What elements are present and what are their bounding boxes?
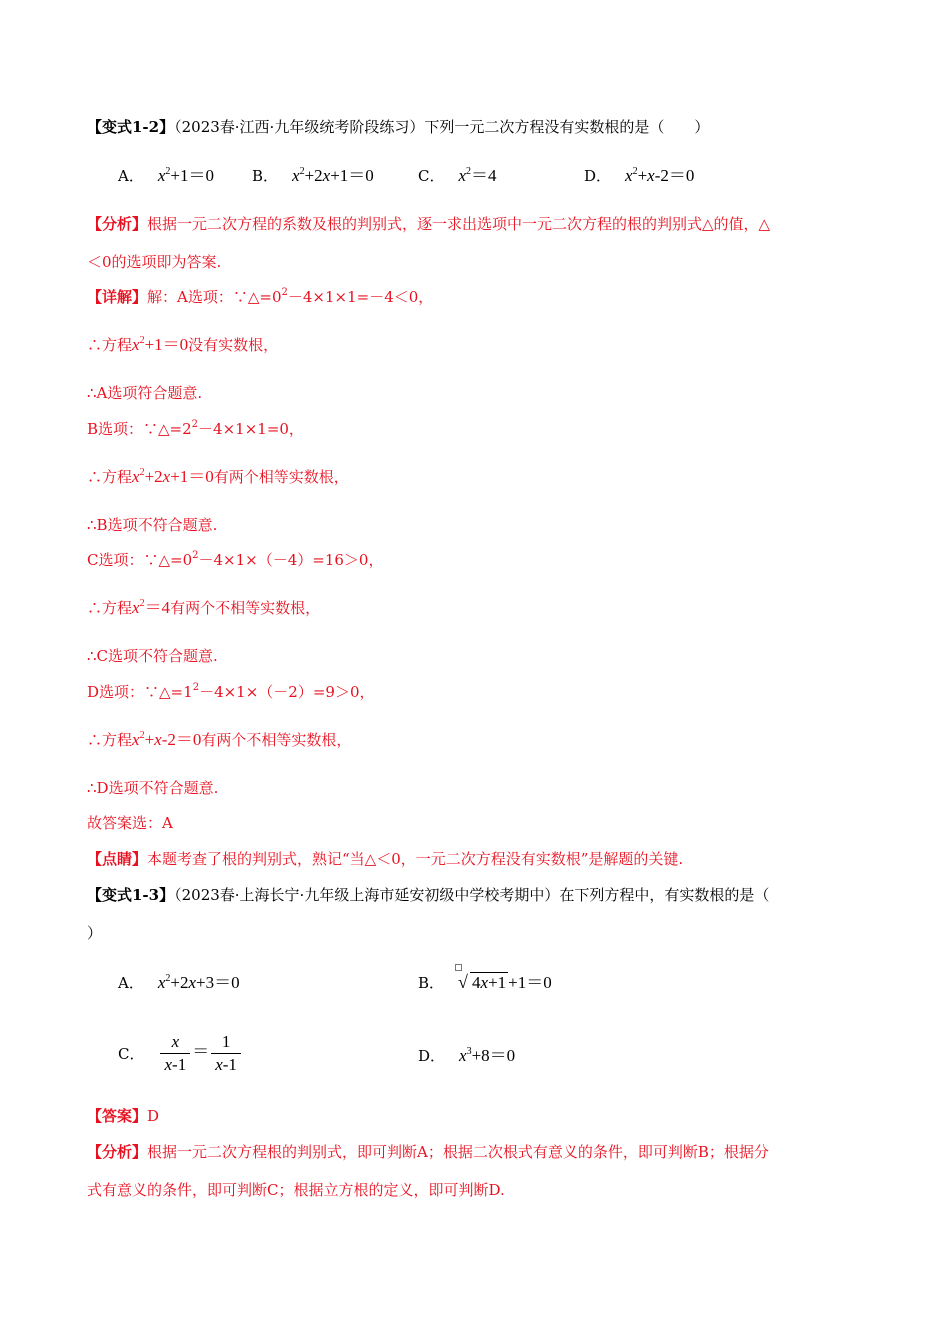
answer-line: 【答案】D [87,1107,160,1125]
analysis-line-1: 【分析】根据一元二次方程根的判别式，即可判断A；根据二次根式有意义的条件，即可判断B；根据分 [87,1143,769,1161]
detail-b-2: ∴方程$x^2+2x+1=0$有两个相等实数根， [87,467,349,486]
question-1-3-heading-cont: ） [87,924,103,942]
analysis-line-2: 式有意义的条件，即可判断C；根据立方根的定义，即可判断D. [87,1181,505,1199]
question-1-3-heading: 【变式1-3】（2023春·上海长宁·九年级上海市延安初级中学校考期中）在下列方程中，有实数根的是（ [87,886,770,904]
option-c: C． $\frac{x}{x-1}$ ＝ $\frac{1}{x-1}$ [118,1031,243,1076]
detail-c-3: ∴C选项不符合题意. [87,647,218,665]
option-b: B． $x^2+2x+1=0$ [252,166,374,185]
analysis-line-2: ＜0的选项即为答案. [87,253,222,271]
question-source: （2023春·江西·九年级统考阶段练习）下列一元二次方程没有实数根的是（ ） [174,118,710,136]
option-d: D． $x^3+8=0$ [418,1046,516,1065]
option-a: A． $x^2+1=0$ [118,166,214,185]
analysis-line-1: 【分析】根据一元二次方程的系数及根的判别式，逐一求出选项中一元二次方程的根的判别式△的值，△ [87,215,771,233]
option-d: D． $x^2+x-2=0$ [584,166,695,185]
detail-d-1: D选项：$\because\triangle=1^2-4\times 1\times(-2)=9>0$， [87,682,375,701]
detail-d-3: ∴D选项不符合题意. [87,779,219,797]
detail-b-3: ∴B选项不符合题意. [87,516,218,534]
point-note: 【点睛】本题考查了根的判别式，熟记“当△＜0，一元二次方程没有实数根”是解题的关键. [87,850,684,868]
fraction-right: $\frac{1}{x-1}$ [211,1031,241,1076]
question-title: 【变式1-2】 [87,118,175,136]
fraction-left: $\frac{x}{x-1}$ [160,1031,190,1076]
detail-c-1: C选项：$\because\triangle=0^2-4\times 1\times(-4)=16>0$， [87,550,384,569]
sqrt-expression: √ 4x+1 [458,972,508,994]
option-c: C． $x^2=4$ [418,166,497,185]
option-a: A． $x^2+2x+3=0$ [118,973,240,992]
detail-a-1: 【详解】解：A选项：$\because\triangle=0^2-4\times 1\times 1=-4<0$， [87,287,434,306]
option-b: B． √ 4x+1 +1＝0 [418,972,552,994]
detail-a-3: ∴A选项符合题意. [87,384,203,402]
detail-a-2: ∴方程$x^2+1=0$没有实数根， [87,335,279,354]
detail-b-1: B选项：$\because\triangle=2^2-4\times 1\times 1=0$， [87,419,304,438]
detail-d-2: ∴方程$x^2+x-2=0$有两个不相等实数根， [87,730,352,749]
detail-c-2: ∴方程$x^2=4$有两个不相等实数根， [87,598,321,617]
final-answer: 故答案选：A [87,814,173,832]
placeholder-box [455,964,462,971]
question-1-2-heading [87,116,867,138]
